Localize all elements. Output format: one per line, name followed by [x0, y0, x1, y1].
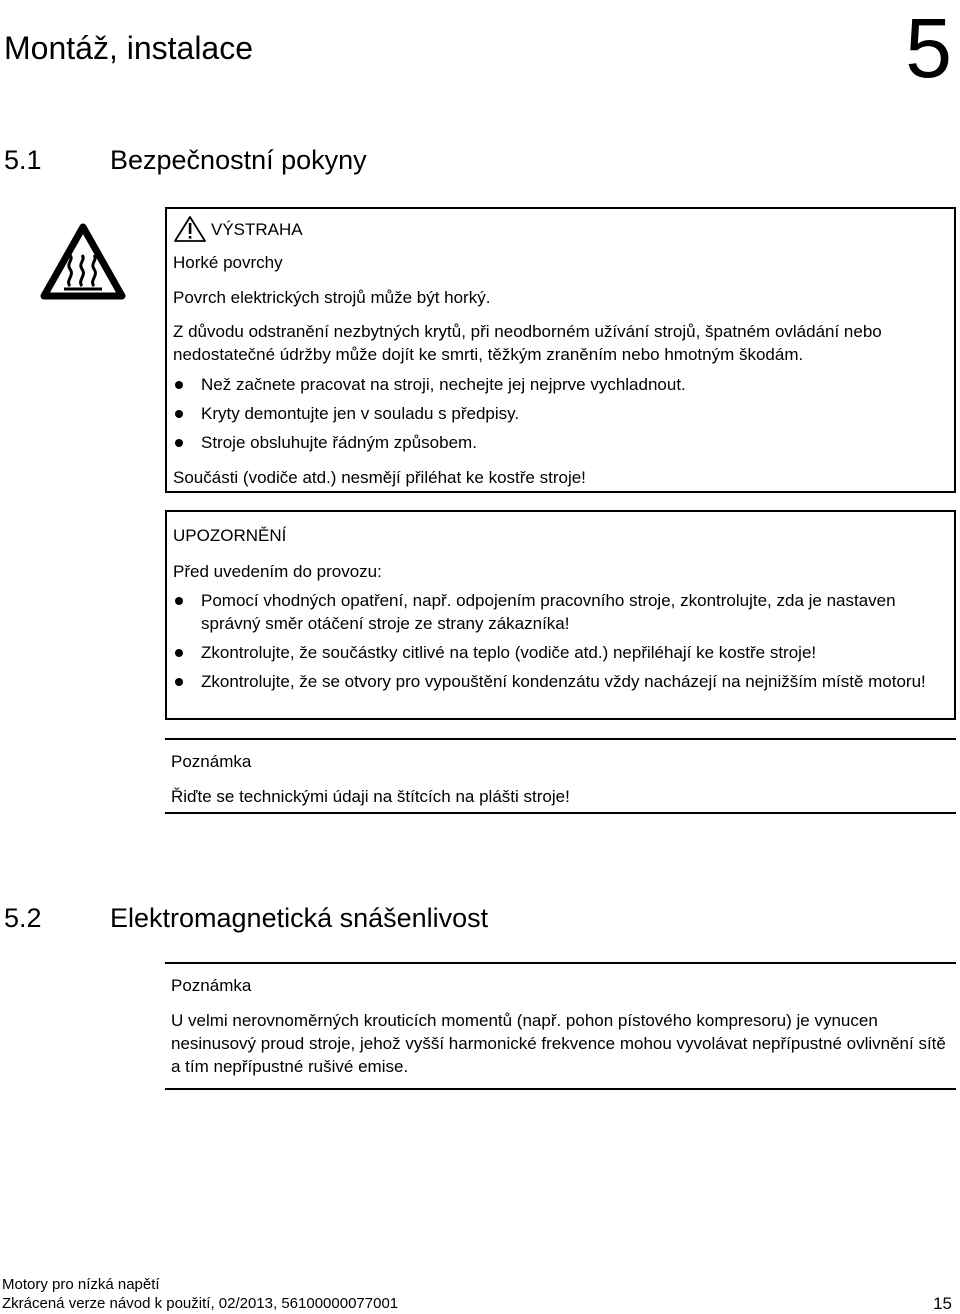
- bullet-icon: [175, 439, 183, 447]
- warning-header: [173, 215, 944, 243]
- bullet-icon: [175, 597, 183, 605]
- warning-label: VÝSTRAHA: [211, 219, 303, 239]
- bullet-icon: [175, 381, 183, 389]
- warning-box: [165, 207, 956, 493]
- list-item: [173, 641, 944, 664]
- footer-title: Motory pro nízká napětí: [2, 1276, 160, 1293]
- chapter-title: Montáž, instalace: [4, 30, 254, 66]
- list-item: [173, 589, 944, 635]
- list-item-text: Pomocí vhodných opatření, např. odpojením pracovního stroje, zkontrolujte, zda je nastaven správný směr otáčení stroje ze strany zákazníka!: [201, 591, 896, 633]
- section-number: 5.1: [4, 145, 42, 175]
- section-heading-5-2: [4, 900, 488, 936]
- note-box: [165, 962, 956, 1090]
- page-number: 15: [933, 1294, 952, 1313]
- list-item: [173, 373, 944, 396]
- list-item: [173, 402, 944, 425]
- warning-triangle-icon: [173, 215, 207, 243]
- note-text: Řiďte se technickými údaji na štítcích na plášti stroje!: [171, 787, 570, 806]
- warning-heading: Horké povrchy: [173, 253, 283, 272]
- warning-closing: Součásti (vodiče atd.) nesmějí přiléhat ke kostře stroje!: [173, 468, 586, 487]
- warning-text-1: Povrch elektrických strojů může být horký.: [173, 288, 491, 307]
- note-box: [165, 738, 956, 814]
- warning-text-2: Z důvodu odstranění nezbytných krytů, při neodborném užívání strojů, špatném ovládání nebo nedostatečné údržby může dojít ke smrti, těžkým zraněním nebo hmotným škodám.: [173, 322, 882, 364]
- hot-surface-warning-icon: [40, 222, 126, 300]
- list-item-text: Zkontrolujte, že součástky citlivé na teplo (vodiče atd.) nepřiléhají ke kostře stroje!: [201, 643, 817, 662]
- section-title: Bezpečnostní pokyny: [110, 145, 367, 175]
- list-item-text: Stroje obsluhujte řádným způsobem.: [201, 433, 477, 452]
- caution-heading: Před uvedením do provozu:: [173, 562, 382, 581]
- note-label: Poznámka: [171, 976, 252, 995]
- list-item: [173, 431, 944, 454]
- bullet-icon: [175, 410, 183, 418]
- list-item-text: Kryty demontujte jen v souladu s předpisy.: [201, 404, 520, 423]
- bullet-icon: [175, 649, 183, 657]
- section-heading-5-1: [4, 142, 367, 178]
- bullet-icon: [175, 678, 183, 686]
- note-text: U velmi nerovnoměrných krouticích momentů (např. pohon pístového kompresoru) je vynucen nesinusový proud stroje, jehož vyšší harmonické frekvence mohou vyvolávat nepřípustné ovlivnění sítě a tím nepřípustné rušivé emise.: [171, 1011, 946, 1076]
- caution-box: [165, 510, 956, 720]
- list-item-text: Zkontrolujte, že se otvory pro vypouštění kondenzátu vždy nacházejí na nejnižším místě motoru!: [201, 672, 926, 691]
- section-title: Elektromagnetická snášenlivost: [110, 903, 489, 933]
- footer-subtitle: Zkrácená verze návod k použití, 02/2013, 56100000077001: [2, 1295, 399, 1312]
- list-item-text: Než začnete pracovat na stroji, nechejte jej nejprve vychladnout.: [201, 375, 686, 394]
- note-label: Poznámka: [171, 752, 252, 771]
- section-number: 5.2: [4, 903, 42, 933]
- caution-label: UPOZORNĚNÍ: [173, 526, 287, 545]
- list-item: [173, 670, 944, 693]
- chapter-number: 5: [905, 1, 952, 95]
